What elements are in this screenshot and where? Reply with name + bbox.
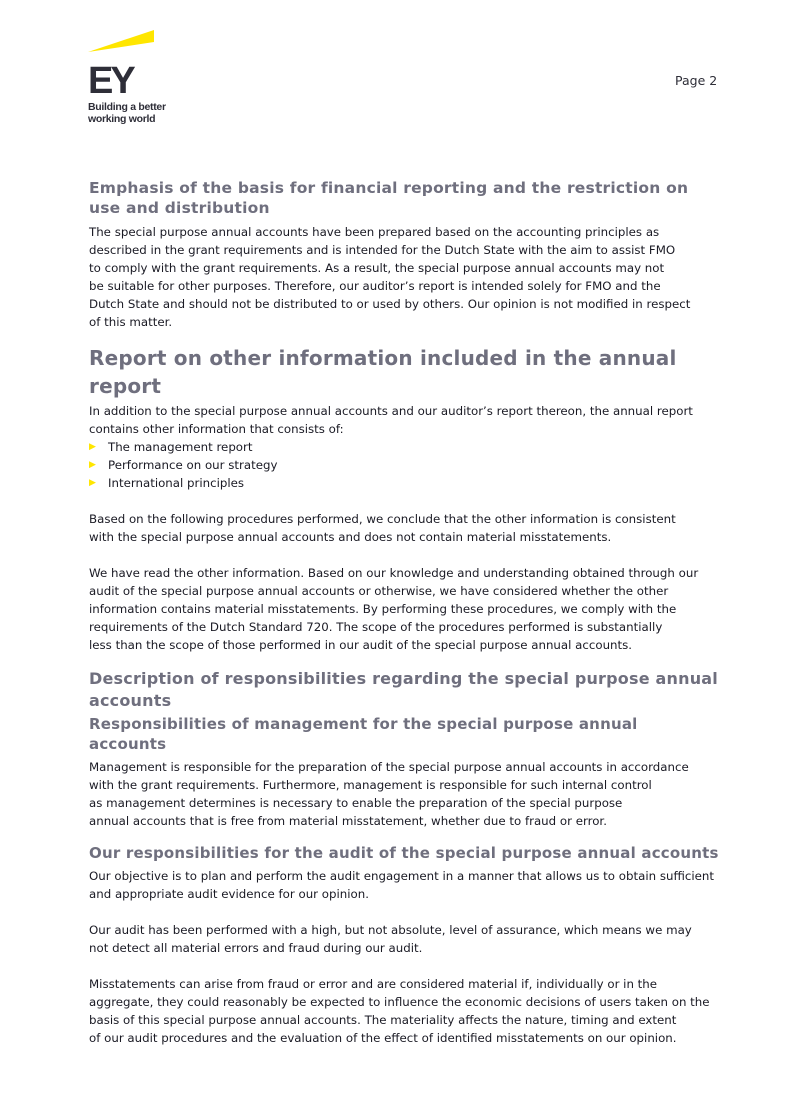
- page-number: Page 2: [675, 73, 718, 88]
- emphasis-heading: Emphasis of the basis for financial reporting and the restriction on use and distribution: [89, 179, 689, 217]
- bullet-triangle-icon: ▶: [89, 442, 96, 452]
- logo-beam-icon: [88, 28, 158, 54]
- logo-tagline: Building a better working world: [88, 101, 166, 125]
- list-item: ▶ The management report: [89, 440, 253, 454]
- management-paragraph: Management is responsible for the preparation of the special purpose annual accounts in accordance with the grant requirements. Furthermore, management is responsible for such internal control as management determines is necessary to enable the preparation of the special purpose annual accounts that is free from material misstatement, whether due to fraud or error.: [89, 760, 689, 828]
- other-info-conclusion: Based on the following procedures performed, we conclude that the other information is consistent with the special purpose annual accounts and does not contain material misstatements.: [89, 512, 676, 544]
- list-item: ▶ Performance on our strategy: [89, 458, 278, 472]
- bullet-triangle-icon: ▶: [89, 460, 96, 470]
- other-info-list: [89, 438, 719, 492]
- other-info-heading: Report on other information included in the annual report: [89, 346, 677, 398]
- management-heading: Responsibilities of management for the special purpose annual accounts: [89, 715, 638, 753]
- logo-wordmark: EY: [88, 60, 133, 102]
- responsibilities-heading: Description of responsibilities regarding the special purpose annual accounts: [89, 669, 718, 710]
- materiality-paragraph: Misstatements can arise from fraud or error and are considered material if, individually or in the aggregate, they could reasonably be expected to influence the economic decisions of users taken on the basis of this special purpose annual accounts. The materiality affects the nature, timing and extent of our audit procedures and the evaluation of the effect of identified misstatements on our opinion.: [89, 977, 710, 1045]
- assurance-paragraph: Our audit has been performed with a high, but not absolute, level of assurance, which means we may not detect all material errors and fraud during our audit.: [89, 923, 692, 955]
- our-responsibilities-heading: Our responsibilities for the audit of the special purpose annual accounts: [89, 844, 719, 862]
- other-info-procedures: We have read the other information. Based on our knowledge and understanding obtained through our audit of the special purpose annual accounts or otherwise, we have considered whether the other information contains material misstatements. By performing these procedures, we comply with the requirements of the Dutch Standard 720. The scope of the procedures performed is substantially less than the scope of those performed in our audit of the special purpose annual accounts.: [89, 566, 699, 652]
- bullet-triangle-icon: ▶: [89, 478, 96, 488]
- ey-logo: [88, 28, 178, 128]
- list-item: ▶ International principles: [89, 476, 245, 490]
- our-objective-paragraph: Our objective is to plan and perform the audit engagement in a manner that allows us to obtain sufficient and appropriate audit evidence for our opinion.: [89, 869, 714, 901]
- emphasis-paragraph: The special purpose annual accounts have been prepared based on the accounting principles as described in the grant requirements and is intended for the Dutch State with the aim to assist FMO to comply with the grant requirements. As a result, the special purpose annual accounts may not be suitable for other purposes. Therefore, our auditor’s report is intended solely for FMO and the Dutch State and should not be distributed to or used by others. Our opinion is not modified in respect of this matter.: [89, 225, 691, 329]
- other-info-intro: In addition to the special purpose annual accounts and our auditor’s report thereon, the annual report contains other information that consists of:: [89, 404, 693, 436]
- document-body: [89, 178, 719, 1047]
